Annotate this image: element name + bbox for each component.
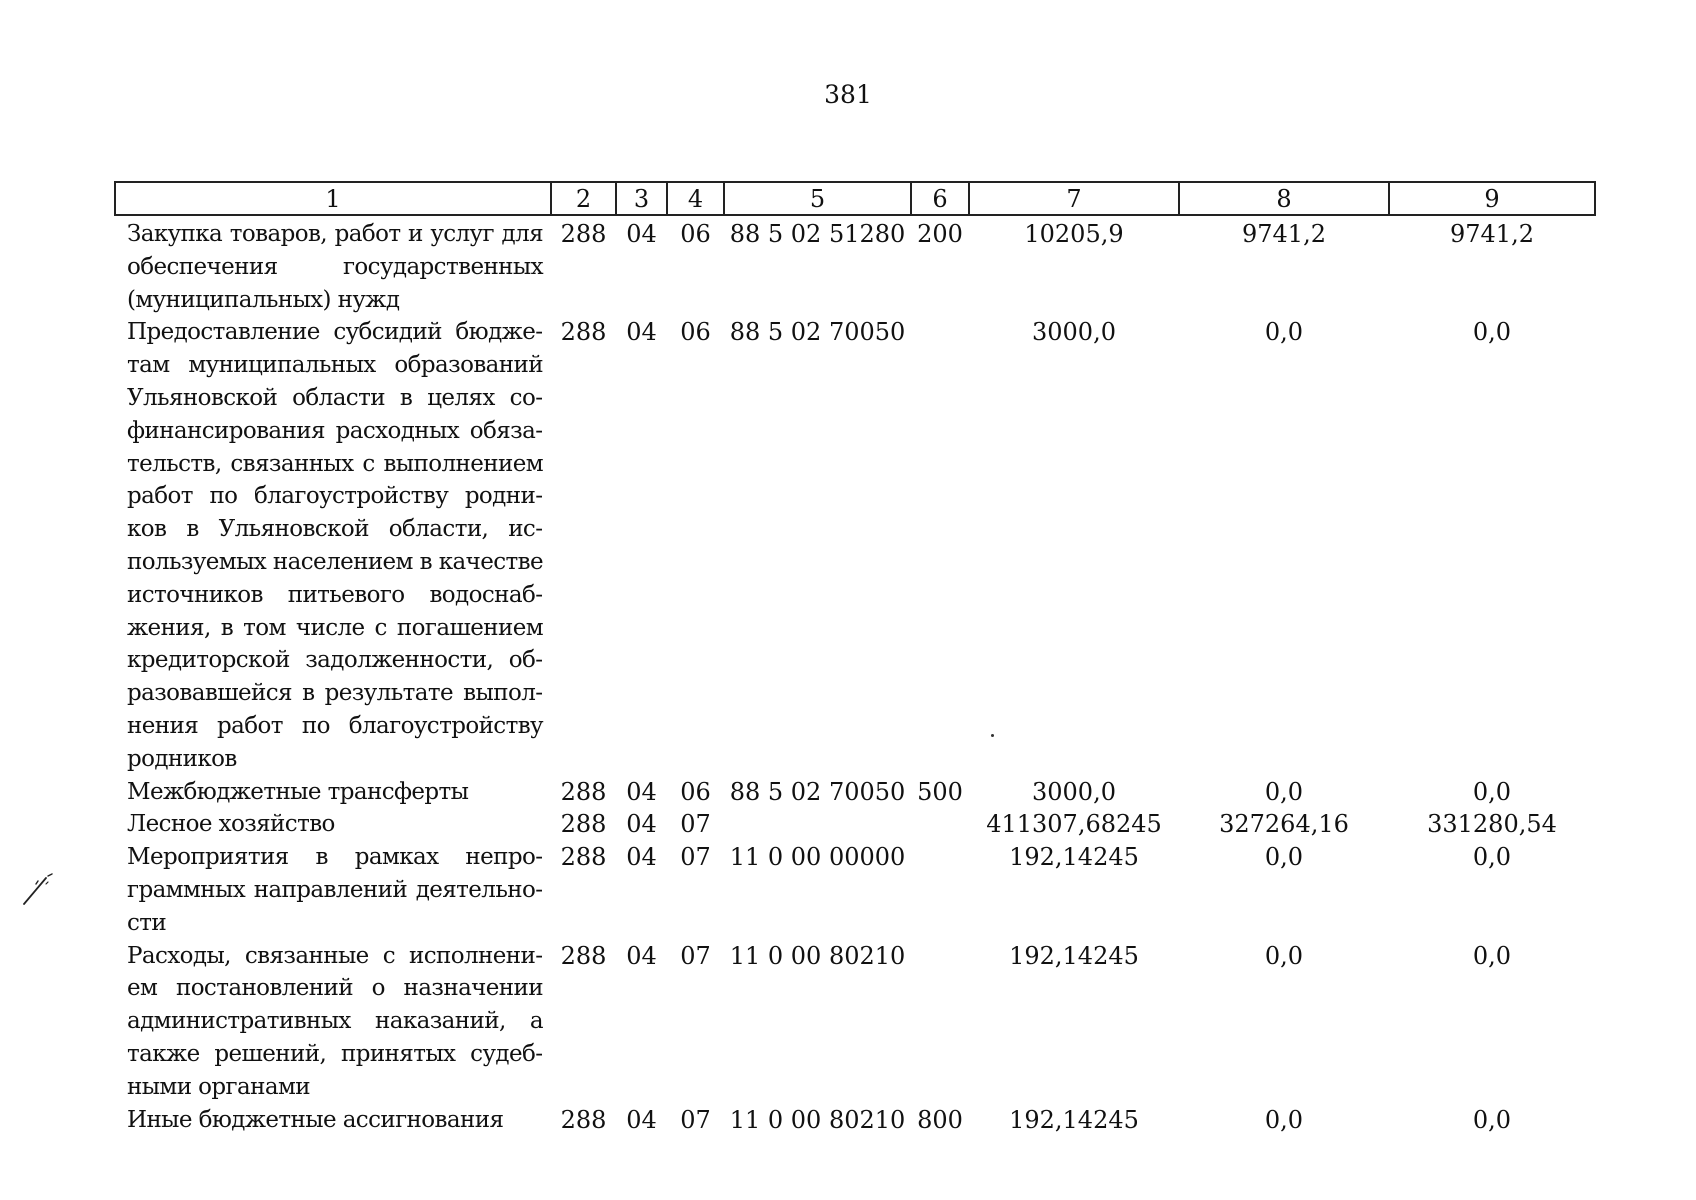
cell-col-6: [911, 940, 969, 1104]
table-row: [115, 940, 1595, 1104]
cell-col-5: 88 5 02 51280: [729, 220, 906, 248]
table-header-row: [115, 182, 1595, 215]
cell-col-4: 07: [680, 1105, 711, 1134]
cell-col-6: 800: [917, 1105, 963, 1134]
cell-col-4: 06: [680, 777, 711, 806]
cell-col-3: 04: [626, 810, 657, 839]
cell-col-4: 07: [680, 941, 711, 970]
table-row: [115, 808, 1595, 841]
cell-col-2: 288: [560, 810, 607, 839]
column-header-7: 7: [969, 182, 1179, 215]
column-header-2: 2: [551, 182, 616, 215]
cell-col-3: 04: [626, 941, 657, 970]
cell-col-2: 288: [560, 777, 607, 806]
cell-col-5: 11 0 00 80210: [729, 941, 906, 970]
cell-col-9: 0,0: [1472, 1105, 1512, 1134]
table-row: [115, 215, 1595, 316]
cell-col-5: [724, 808, 911, 841]
cell-col-8: 9741,2: [1242, 220, 1326, 248]
stray-dot: [991, 734, 994, 737]
table-row: [115, 1104, 1595, 1137]
row-name: Мероприятия в рамках непрограммных направлений деятельности: [127, 844, 543, 936]
cell-col-4: 07: [680, 843, 711, 872]
row-name: Предоставление субсидий бюджетам муниципальных образований Ульяновской области в целях софинансирования расходных обязательств, связанных с выполнением работ по благоустройству родников в Ульяновской области, используемых населением в качестве источников питьевого водоснабжения, в том числе с погашением кредиторской задолженности, образовавшейся в результате выполнения работ по благоустройству родников: [127, 319, 543, 772]
table-row: [115, 776, 1595, 809]
cell-col-4: 07: [680, 810, 711, 839]
page-number: 381: [824, 80, 872, 109]
cell-col-9: 0,0: [1472, 941, 1512, 970]
cell-col-6: [911, 841, 969, 939]
cell-col-9: 331280,54: [1427, 810, 1557, 839]
cell-col-3: 04: [626, 843, 657, 872]
row-name: Межбюджетные трансферты: [127, 778, 469, 805]
cell-col-3: 04: [626, 220, 657, 248]
cell-col-8: 0,0: [1264, 941, 1304, 970]
cell-col-9: 0,0: [1472, 777, 1512, 806]
cell-col-5: 88 5 02 70050: [729, 777, 906, 806]
cell-col-4: 06: [680, 220, 711, 248]
table-row: [115, 841, 1595, 939]
cell-col-8: 0,0: [1264, 843, 1304, 872]
cell-col-7: 192,14245: [1009, 1105, 1139, 1134]
row-name: Иные бюджетные ассигнования: [127, 1106, 504, 1133]
cell-col-8: 327264,16: [1219, 810, 1349, 839]
cell-col-2: 288: [560, 941, 607, 970]
cell-col-6: 500: [917, 777, 963, 806]
row-name: Расходы, связанные с исполнением постановлений о назначении административных наказаний, а также решений, принятых судебными органами: [127, 942, 543, 1100]
cell-col-3: 04: [626, 1105, 657, 1134]
cell-col-7: 10205,9: [1024, 220, 1124, 248]
cell-col-9: 9741,2: [1450, 220, 1534, 248]
cell-col-5: 11 0 00 80210: [729, 1105, 906, 1134]
column-header-1: 1: [115, 182, 551, 215]
column-header-3: 3: [616, 182, 667, 215]
column-header-4: 4: [667, 182, 724, 215]
cell-col-9: 0,0: [1472, 843, 1512, 872]
cell-col-6: 200: [917, 220, 963, 248]
table-row: [115, 316, 1595, 775]
cell-col-2: 288: [560, 1105, 607, 1134]
row-name: Закупка товаров, работ и услуг для обеспечения государственных (муниципальных) нужд: [127, 221, 543, 313]
cell-col-2: 288: [560, 220, 607, 248]
cell-col-8: 0,0: [1264, 777, 1304, 806]
cell-col-7: 411307,68245: [986, 810, 1162, 839]
cell-col-6: [911, 808, 969, 841]
budget-table: [114, 181, 1596, 1136]
cell-col-6: [911, 316, 969, 775]
cell-col-3: 04: [626, 318, 657, 347]
cell-col-5: 88 5 02 70050: [729, 318, 906, 347]
cell-col-2: 288: [560, 318, 607, 347]
cell-col-9: 0,0: [1472, 318, 1512, 347]
cell-col-8: 0,0: [1264, 1105, 1304, 1134]
cell-col-5: 11 0 00 00000: [729, 843, 906, 872]
cell-col-7: 3000,0: [1032, 777, 1116, 806]
column-header-8: 8: [1179, 182, 1389, 215]
cell-col-7: 192,14245: [1009, 941, 1139, 970]
row-name: Лесное хозяйство: [127, 811, 335, 838]
cell-col-7: 3000,0: [1032, 318, 1116, 347]
handwritten-mark-icon: [22, 872, 56, 906]
column-header-5: 5: [724, 182, 911, 215]
cell-col-3: 04: [626, 777, 657, 806]
cell-col-7: 192,14245: [1009, 843, 1139, 872]
column-header-6: 6: [911, 182, 969, 215]
cell-col-8: 0,0: [1264, 318, 1304, 347]
cell-col-2: 288: [560, 843, 607, 872]
cell-col-4: 06: [680, 318, 711, 347]
column-header-9: 9: [1389, 182, 1595, 215]
